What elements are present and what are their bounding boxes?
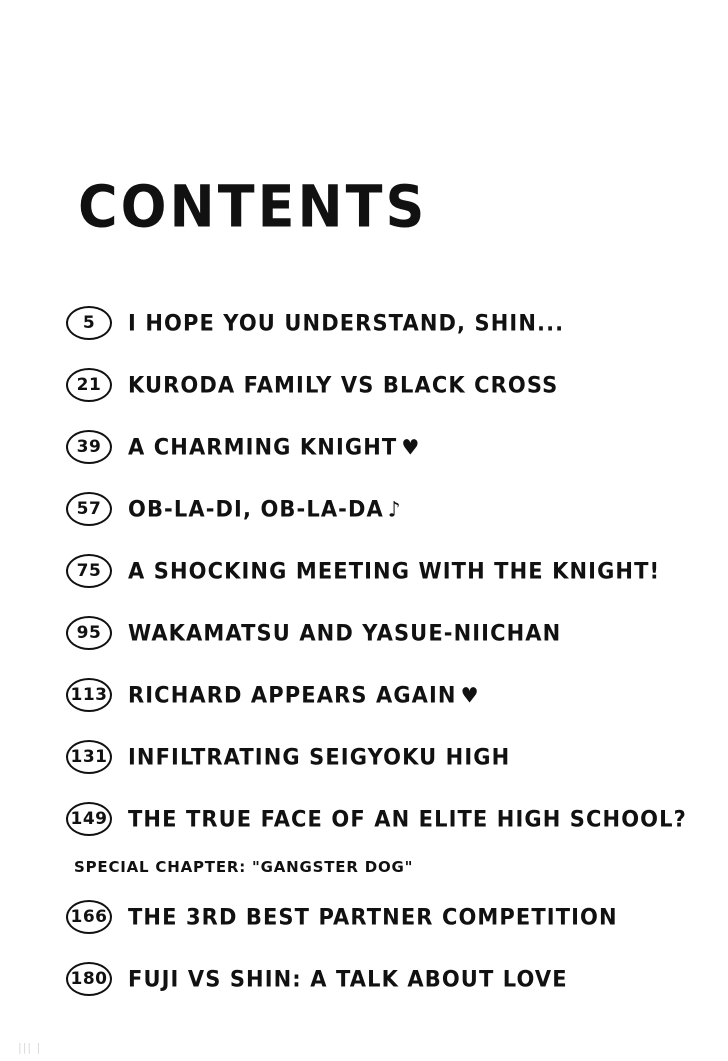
toc-entry[interactable] bbox=[66, 726, 686, 788]
toc-entry[interactable] bbox=[66, 416, 686, 478]
entry-title bbox=[128, 558, 664, 583]
entry-title-text: FUJI VS SHIN: A TALK ABOUT LOVE bbox=[128, 966, 568, 992]
entry-title bbox=[128, 806, 691, 831]
entry-title bbox=[128, 682, 480, 707]
entry-title-text: THE TRUE FACE OF AN ELITE HIGH SCHOOL? bbox=[128, 806, 687, 832]
page-edge-mark-text: ||| | bbox=[18, 1041, 42, 1054]
entry-title-text: I HOPE YOU UNDERSTAND, SHIN... bbox=[128, 310, 565, 336]
entry-title bbox=[128, 904, 622, 929]
page-number-badge: 57 bbox=[66, 492, 112, 526]
entry-title bbox=[128, 620, 565, 645]
page-number-badge: 180 bbox=[66, 962, 112, 996]
special-chapter-note: SPECIAL CHAPTER: "GANGSTER DOG" bbox=[74, 858, 414, 876]
heart-icon: ♥ bbox=[401, 434, 421, 460]
page-number-badge: 131 bbox=[66, 740, 112, 774]
toc-entry[interactable] bbox=[66, 948, 686, 1010]
toc-entry[interactable] bbox=[66, 886, 686, 948]
heart-icon: ♥ bbox=[460, 682, 480, 708]
toc-entry[interactable] bbox=[66, 788, 686, 850]
page-title: CONTENTS bbox=[78, 172, 428, 241]
toc-entry[interactable] bbox=[66, 354, 686, 416]
page-edge-mark bbox=[18, 1041, 78, 1055]
entry-title-text: THE 3RD BEST PARTNER COMPETITION bbox=[128, 904, 618, 930]
page-number-badge: 75 bbox=[66, 554, 112, 588]
entry-title bbox=[128, 496, 402, 521]
entry-title-text: A CHARMING KNIGHT bbox=[128, 434, 398, 460]
music-note-icon: ♪ bbox=[387, 496, 402, 522]
toc-entry[interactable] bbox=[66, 540, 686, 602]
entry-title bbox=[128, 434, 420, 459]
toc-entry[interactable] bbox=[66, 478, 686, 540]
page-number-badge: 166 bbox=[66, 900, 112, 934]
entry-title-text: OB-LA-DI, OB-LA-DA bbox=[128, 496, 384, 522]
toc-entry[interactable] bbox=[66, 292, 686, 354]
entry-title bbox=[128, 372, 562, 397]
entry-title-text: WAKAMATSU AND YASUE-NIICHAN bbox=[128, 620, 562, 646]
entry-title bbox=[128, 966, 572, 991]
page-number-badge: 21 bbox=[66, 368, 112, 402]
entry-title-text: INFILTRATING SEIGYOKU HIGH bbox=[128, 744, 511, 770]
page-number-badge: 113 bbox=[66, 678, 112, 712]
toc-entry[interactable] bbox=[66, 602, 686, 664]
page-number-badge: 95 bbox=[66, 616, 112, 650]
entry-title bbox=[128, 310, 568, 335]
table-of-contents bbox=[66, 292, 686, 1010]
toc-entry[interactable] bbox=[66, 664, 686, 726]
page-number-badge: 149 bbox=[66, 802, 112, 836]
page-number-badge: 5 bbox=[66, 306, 112, 340]
entry-title bbox=[128, 744, 514, 769]
entry-title-text: KURODA FAMILY VS BLACK CROSS bbox=[128, 372, 559, 398]
page-number-badge: 39 bbox=[66, 430, 112, 464]
entry-title-text: A SHOCKING MEETING WITH THE KNIGHT! bbox=[128, 558, 661, 584]
entry-title-text: RICHARD APPEARS AGAIN bbox=[128, 682, 457, 708]
